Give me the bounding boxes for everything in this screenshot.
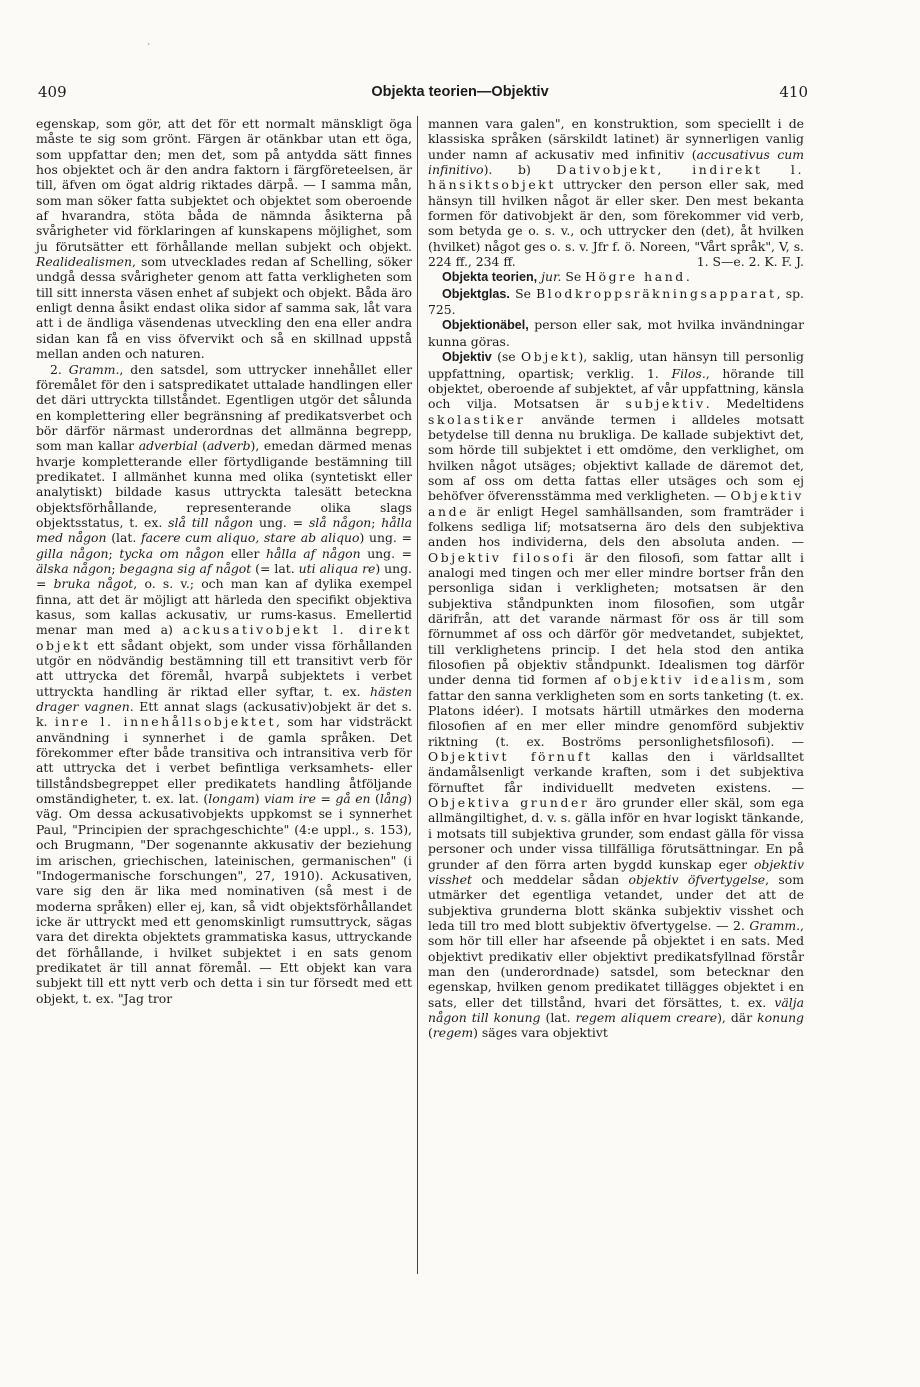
paragraph: mannen vara galen", en konstruktion, som speciellt i de klassiska språken (särskildt latinet) är synnerligen vanlig under namn af ackusativ med infinitiv (accusativus cum infinitivo). b) Dativobjekt, indirekt l. hänsiktsobjekt uttrycker den person eller sak, med hänsyn till hvilken något är eller sker. Den mest bekanta formen för dativobjekt är den, som förekommer vid verb, som betyda ge o. s. v., och uttrycker den (det), åt hvilken (hvilket) något ges o. s. v. Jfr f. ö. Noreen, "Vårt språk", V, s. 224 ff., 234 ff. 1. S—e. 2. K. F. J. <box>428 116 804 270</box>
entry-objektionabel: Objektionäbel, person eller sak, mot hvilka invändningar kunna göras. <box>428 317 804 349</box>
left-column <box>36 116 412 1006</box>
paragraph: egenskap, som gör, att det för ett normalt mänskligt öga måste te sig som grönt. Färgen är otänkbar utan ett öga, som uppfattar den; men det, som på antydda sätt finnes hos objektet och är den andra faktorn i färgföreteelsen, är till, äfven om ögat aldrig riktades därpå. — I samma mån, som man söker fatta subjektet och objektet som oberoende af hvarandra, stöta båda de nämnda åsikterna på svårigheter vid förklaringen af kunskapens möjlighet, som ju förutsätter ett förhållande mellan subjekt och objekt. Realidealismen, som utvecklades redan af Schelling, söker undgå dessa svårigheter genom att fatta verkligheten som till sitt innersta väsen enhet af subjekt och objekt. Båda äro enligt denna åsikt endast olika sidor af samma sak, låt vara att i de ändliga väsendenas utveckling den ena eller andra sidan kan få en viss öfvervikt och så en skillnad uppstå mellan anden och naturen. <box>36 116 412 362</box>
author-signature: 1. S—e. 2. K. F. J. <box>696 254 804 270</box>
paragraph: 2. Gramm., den satsdel, som uttrycker innehållet eller föremålet för den i satspredikatet uttalade handlingen eller det däri uttryckta tillståndet. Egentligen utgör det sålunda en komplettering eller begränsning af predikatsverbet och bör därför närmast underordnas det allmänna begrepp, som man kallar adverbial (adverb), emedan därmed menas hvarje kompletterande eller förtydligande bestämning till predikatet. I allmänhet kunna med olika (syntetiskt eller analytiskt) bildade kasus uttryckta talesätt beteckna objektsförhållande, representerande olika slags objektsstatus, t. ex. slå till någon ung. = slå någon; hålla med någon (lat. facere cum aliquo, stare ab aliquo) ung. = gilla någon; tycka om någon eller hålla af någon ung. = älska någon; begagna sig af något (= lat. uti aliqua re) ung. = bruka något, o. s. v.; och man kan af dylika exempel finna, att det är möjligt att härleda den specifikt objektiva kasus, som kallas ackusativ, ur rums-kasus. Emellertid menar man med a) ackusativobjekt l. direkt objekt ett sådant objekt, som under vissa förhållanden utgör en nödvändig bestämning till ett transitivt verb för att uttrycka det föremål, hvarpå subjektets i verbet uttryckta handling är riktad eller syftar, t. ex. hästen drager vagnen. Ett annat slags (ackusativ)objekt är det s. k. inre l. innehållsobjektet, som har vidsträckt användning i synnerhet i de gamla språken. Det förekommer efter både transitiva och intransitiva verb för att uttrycka det i verbet befintliga verksamhets- eller tillståndsbegreppet eller predikatets handling åtföljande omständigheter, t. ex. lat. (longam) viam ire = gå en (lång) väg. Om dessa ackusativobjekts uppkomst se i synnerhet Paul, "Principien der sprachgeschichte" (4:e uppl., s. 153), och Brugmann, "Der sogenannte akkusativ der beziehung im arischen, griechischen, lateinischen, germanischen" (i "Indogermanische forschungen", 27, 1910). Ackusativen, vare sig den är lika med nominativen (så mest i de moderna språken) eller ej, kan, så vidt objektsförhållandet icke är uttryckt med ett genomskinligt rumsuttryck, sägas vara det direkta objektets grammatiska kasus, uttryckande det förhållande, i hvilket subjektet i en sats genom predikatet är till annat föremål. — Ett objekt kan vara subjekt till ett nytt verb och detta i sin tur försedt med ett objekt, t. ex. "Jag tror <box>36 361 412 1006</box>
entry-objekta-teorien: Objekta teorien, jur. Se Högre hand. <box>442 269 690 285</box>
scan-speck: ´ <box>146 44 151 54</box>
page-number-left: 409 <box>38 83 67 101</box>
entry-objektglas: Objektglas. Se Blodkroppsräkningsapparat, sp. 725. <box>428 285 804 318</box>
page-number-right: 410 <box>779 83 808 101</box>
column-divider <box>417 116 418 1274</box>
entry-objektiv: Objektiv (se Objekt), saklig, utan hänsyn till personlig uppfattning, opartisk; verklig. 1. Filos., hörande till objektet, oberoende af subjektet, af vår uppfattning, känsla och vilja. Motsatsen är subjektiv. Medeltidens skolastiker använde termen i alldeles motsatt betydelse till denna nu brukliga. De kallade subjektivt det, som hörde till subjektet i ett omdöme, den verklighet, om hvilken något utsäges; objektivt kallade de däremot det, som af oss om detta fattas eller utsäges och som ej behöfver öfverensstämma med verkligheten. — Objektiv ande är enligt Hegel samhällsanden, som framträder i folkens sedliga lif; motsatserna äro dels den subjektiva anden hos individerna, dels den absoluta anden. — Objektiv filosofi är den filosofi, som fattar allt i analogi med tingen och mer eller mindre bortser från den personliga sidan i verkligheten; motsatsen är den subjektiva ståndpunkten inom filosofien, som utgår därifrån, att det varande närmast för oss är till som förnummet af oss och därför gör medvetandet, subjektet, till verklighetens princip. I det hela stod den antika filosofien på objektiv ståndpunkt. Idealismen tog därför under denna tid formen af objektiv idealism, som fattar den sanna verkligheten som en sorts tanketing (t. ex. Platons idéer). I motsats härtill utmärkes den moderna filosofien af en mer eller mindre genomförd subjektiv riktning (t. ex. Boströms personlighetsfilosofi). — Objektivt förnuft kallas den i världsalltet ändamålsenligt verkande kraften, som i det subjektiva förnuftet får individuellt medveten existens. — Objektiva grunder äro grunder eller skäl, som ega allmängiltighet, d. v. s. gälla inför en hvar logiskt tänkande, i motsats till subjektiva grunder, som endast gälla för vissa personer och under vissa tillfälliga förutsättningar. En på grunder af den förra arten bygdd kunskap eger objektiv visshet och meddelar sådan objektiv öfvertygelse, som utmärker det egentliga vetandet, under det att de subjektiva grunderna blott skänka subjektiv visshet och leda till tro med blott subjektiv öfvertygelse. — 2. Gramm., som hör till eller har afseende på objektet i en sats. Med objektivt predikativ eller objektivt predikatsfyllnad förstår man den (underordnade) satsdel, som betecknar den egenskap, hvilken genom predikatet tillägges objektet i en sats, eller det tillstånd, hvari det försättes, t. ex. välja någon till konung (lat. regem aliquem creare), där konung (regem) säges vara objektivt <box>428 349 805 1041</box>
right-column <box>428 116 804 1041</box>
page-title: Objekta teorien—Objektiv <box>371 84 549 100</box>
